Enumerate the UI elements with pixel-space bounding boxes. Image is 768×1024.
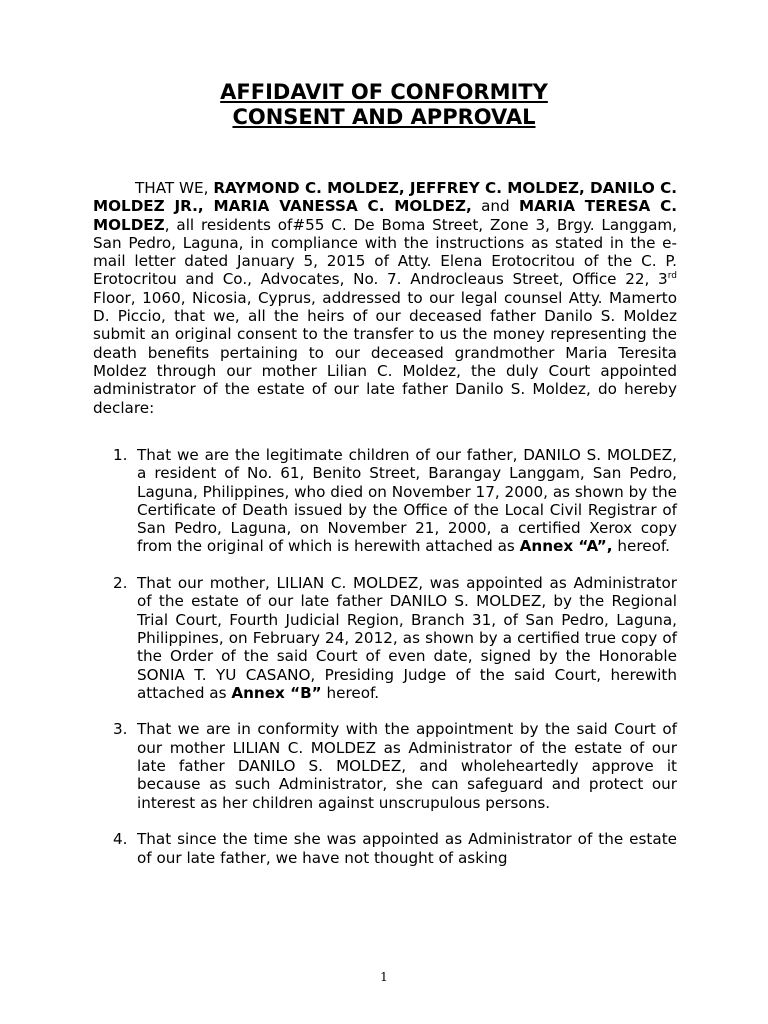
list-item-text-end: hereof. xyxy=(612,537,670,556)
list-item xyxy=(93,720,677,811)
intro-text-b: Floor, 1060, Nicosia, Cyprus, addressed to our legal counsel Atty. Mamerto D. Piccio, that we, all the heirs of our deceased father Danilo S. Moldez submit an original consent to the transfer to us the money representing the death benefits pertaining to our deceased grandmother Maria Teresita Moldez through our mother Lilian C. Moldez, the duly Court appointed administrator of the estate of our late father Danilo S. Moldez, do hereby declare: xyxy=(93,288,677,417)
list-item-text: That we are the legitimate children of our father, DANILO S. MOLDEZ, a resident of No. 61, Benito Street, Barangay Langgam, San Pedro, Laguna, Philippines, who died on November 17, 2000, as shown by the Certificate of Death issued by the Office of the Local Civil Registrar of San Pedro, Laguna, on November 21, 2000, a certified Xerox copy from the original of which is herewith attached as xyxy=(137,446,677,556)
page-number: 1 xyxy=(380,970,388,984)
list-item xyxy=(93,830,677,867)
list-item-annex: Annex “B” xyxy=(231,683,322,702)
intro-paragraph xyxy=(93,179,677,417)
document-title xyxy=(0,80,768,130)
list-item-number: 3. xyxy=(113,720,128,739)
intro-and: and xyxy=(471,197,519,216)
list-item xyxy=(93,446,677,556)
intro-names-1: RAYMOND C. MOLDEZ, JEFFREY C. MOLDEZ, DANILO C. MOLDEZ JR., MARIA VANESSA C. MOLDEZ, xyxy=(93,179,678,216)
intro-text-a: , all residents of#55 C. De Boma Street, Zone 3, Brgy. Langgam, San Pedro, Laguna, in compliance with the instructions as stated in the e-mail letter dated January 5, 2015 of Atty. Elena Erotocritou of the C. P. Erotocritou and Co., Advocates, No. 7. Androcleaus Street, Office 22, 3 xyxy=(93,215,677,289)
intro-superscript: rd xyxy=(667,271,677,282)
title-line-2: CONSENT AND APPROVAL xyxy=(232,105,536,129)
declaration-list xyxy=(93,446,677,885)
list-item-text-end: hereof. xyxy=(321,683,380,702)
title-line-1: AFFIDAVIT OF CONFORMITY xyxy=(220,80,548,104)
list-item-annex: Annex “A”, xyxy=(519,537,613,556)
list-item-number: 1. xyxy=(113,446,128,464)
list-item-text: That since the time she was appointed as Administrator of the estate of our late father, we have not thought of asking xyxy=(137,830,677,867)
intro-names-2: MARIA TERESA C. MOLDEZ xyxy=(93,197,677,234)
list-item-text: That our mother, LILIAN C. MOLDEZ, was appointed as Administrator of the estate of our late father DANILO S. MOLDEZ, by the Regional Trial Court, Fourth Judicial Region, Branch 31, of San Pedro, Laguna, Philippines, on February 24, 2012, as shown by a certified true copy of the Order of the said Court of even date, signed by the Honorable SONIA T. YU CASANO, Presiding Judge of the said Court, herewith attached as xyxy=(137,574,677,702)
list-item-text: That we are in conformity with the appointment by the said Court of our mother LILIAN C. MOLDEZ as Administrator of the estate of our late father DANILO S. MOLDEZ, and wholeheartedly approve it because as such Administrator, she can safeguard and protect our interest as her children against unscrupulous persons. xyxy=(137,720,677,812)
list-item xyxy=(93,574,677,702)
list-item-number: 2. xyxy=(113,574,128,593)
list-item-number: 4. xyxy=(113,830,128,849)
intro-lead: THAT WE, xyxy=(135,179,214,197)
